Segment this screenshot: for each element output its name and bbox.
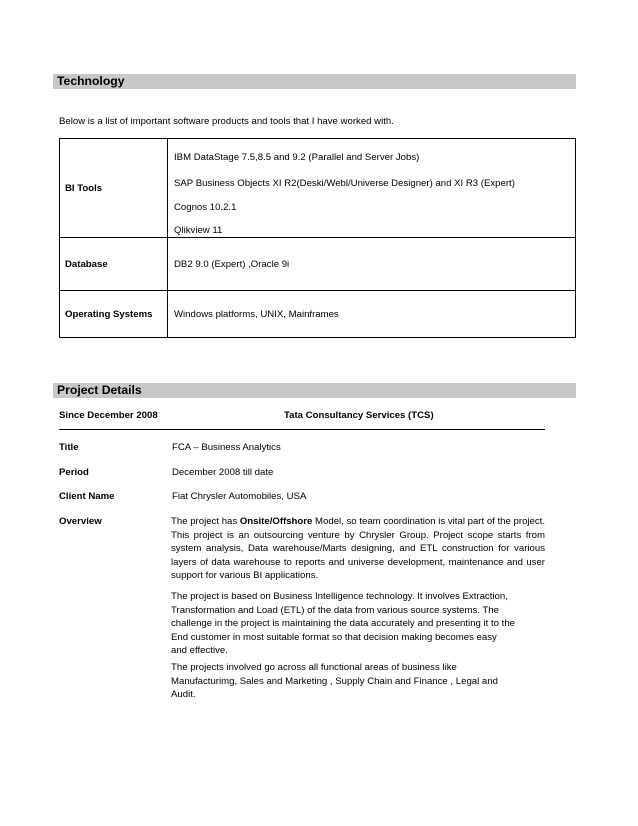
bi-tool-item: IBM DataStage 7.5,8.5 and 9.2 (Parallel and Server Jobs) xyxy=(174,152,420,163)
project-since: Since December 2008 xyxy=(59,410,158,421)
project-company: Tata Consultancy Services (TCS) xyxy=(284,410,434,421)
bi-tool-item: Qlikview 11 xyxy=(174,225,223,236)
bi-tool-item: Cognos 10.2.1 xyxy=(174,202,237,213)
overview-label: Overview xyxy=(59,516,102,527)
client-value: Fiat Chrysler Automobiles, USA xyxy=(172,491,307,502)
bi-tool-item: SAP Business Objects XI R2(Deski/Webl/Universe Designer) and XI R3 (Expert) xyxy=(174,178,515,189)
table-row xyxy=(60,291,576,338)
technology-table xyxy=(59,138,576,338)
title-value: FCA – Business Analytics xyxy=(172,442,281,453)
os-label: Operating Systems xyxy=(60,291,168,338)
client-label: Client Name xyxy=(59,491,115,502)
title-label: Title xyxy=(59,442,79,453)
period-label: Period xyxy=(59,467,89,478)
bi-tools-label: BI Tools xyxy=(60,139,168,238)
os-value: Windows platforms, UNIX, Mainframes xyxy=(168,291,576,338)
overview-paragraph-1: The project has Onsite/Offshore Model, so team coordination is vital part of the project. This project is an outsourcing venture by Chrysler Group. Project scope starts from system analysis, Data warehouse/Marts designing, and ETL construction for various layers of data warehouse to reports and universe development, maintenance and user support for various BI applications. xyxy=(171,516,545,582)
overview-paragraph-2: The project is based on Business Intelligence technology. It involves Extraction, Transformation and Load (ETL) of the data from various source systems. The challenge in the project is maintaining the data accurately and presenting it to the End customer in most suitable format so that decision making becomes easy and effective. xyxy=(171,591,515,657)
project-heading: Project Details xyxy=(53,383,576,398)
technology-intro: Below is a list of important software products and tools that I have worked with. xyxy=(59,116,394,127)
table-row xyxy=(60,238,576,291)
table-row xyxy=(60,139,576,238)
technology-heading: Technology xyxy=(53,74,576,89)
overview-paragraph-3: The projects involved go across all functional areas of business like Manufacturimg, Sales and Marketing , Supply Chain and Finance , Legal and Audit. xyxy=(171,662,498,701)
database-label: Database xyxy=(60,238,168,291)
database-value: DB2 9.0 (Expert) ,Oracle 9i xyxy=(168,238,576,291)
divider xyxy=(59,429,545,430)
bi-tools-value xyxy=(168,139,576,238)
period-value: December 2008 till date xyxy=(172,467,274,478)
